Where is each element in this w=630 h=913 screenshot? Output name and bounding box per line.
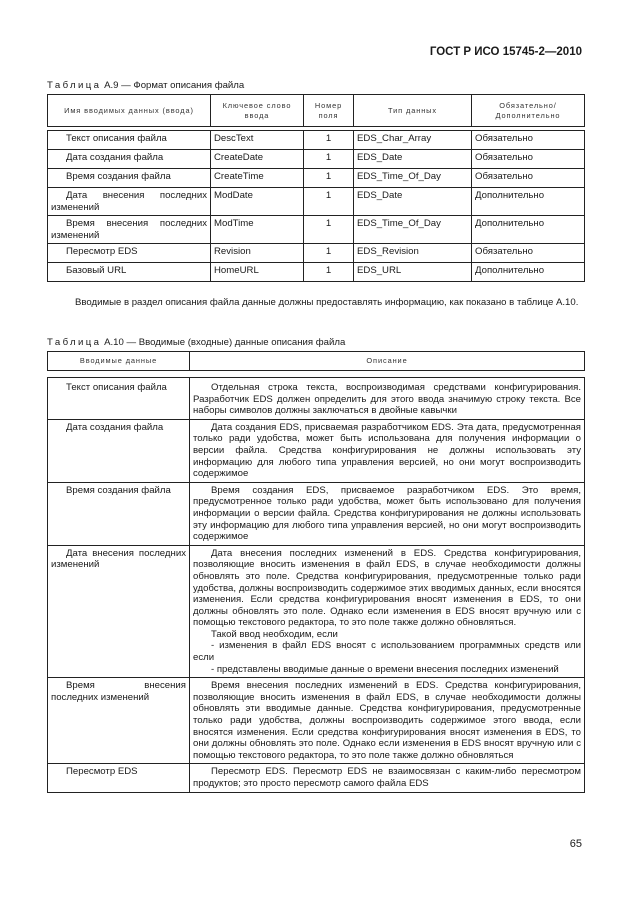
cell-required: Обязательно: [472, 244, 585, 263]
table-row: [48, 419, 585, 482]
table-a10: [47, 351, 585, 793]
cell-input-name: Текст описания файла: [48, 378, 190, 420]
cell-input-name: Время создания файла: [48, 482, 190, 545]
caption-text: A.10 — Вводимые (входные) данные описания файла: [104, 337, 346, 348]
cell-required: Обязательно: [472, 169, 585, 188]
cell-keyword: ModDate: [211, 188, 304, 216]
cell-type: EDS_Time_Of_Day: [354, 216, 472, 244]
table-row: [48, 244, 585, 263]
column-header: Номер поля: [304, 95, 354, 127]
table-row: [48, 131, 585, 150]
cell-name: Дата внесения последних изменений: [48, 188, 211, 216]
cell-input-name: Дата внесения последних изменений: [48, 545, 190, 678]
cell-keyword: Revision: [211, 244, 304, 263]
table-row: [48, 482, 585, 545]
table-row: [48, 764, 585, 792]
caption-prefix: Таблица: [47, 337, 102, 348]
cell-type: EDS_Date: [354, 188, 472, 216]
cell-keyword: ModTime: [211, 216, 304, 244]
column-header: Тип данных: [354, 95, 472, 127]
description-text: Отдельная строка текста, воспроизводимая средствами конфигурирования. Разработчик EDS должен определить для этого ввода значимую строку текста. Все наборы символов должны заключаться в двойные кавычки: [193, 382, 581, 417]
cell-name: Базовый URL: [48, 263, 211, 282]
cell-type: EDS_Date: [354, 150, 472, 169]
table-row: [48, 169, 585, 188]
cell-type: EDS_Revision: [354, 244, 472, 263]
cell-input-name: Время внесения последних изменений: [48, 678, 190, 764]
caption-text: A.9 — Формат описания файла: [104, 80, 245, 91]
description-text: Такой ввод необходим, если: [211, 628, 338, 640]
cell-required: Обязательно: [472, 150, 585, 169]
cell-name: Пересмотр EDS: [48, 244, 211, 263]
cell-name: Время внесения последних изменений: [48, 216, 211, 244]
column-header: Имя вводимых данных (ввода): [48, 95, 211, 127]
cell-description: [190, 545, 585, 678]
table-a9: [47, 94, 585, 282]
cell-description: [190, 764, 585, 792]
page-number: 65: [569, 838, 582, 850]
cell-description: [190, 482, 585, 545]
cell-field: 1: [304, 244, 354, 263]
cell-keyword: HomeURL: [211, 263, 304, 282]
table-row: [48, 545, 585, 678]
cell-keyword: CreateDate: [211, 150, 304, 169]
description-text: - изменения в файл EDS вносят с использованием программных средств или если: [193, 640, 581, 664]
table-row: [48, 678, 585, 764]
caption-prefix: Таблица: [47, 80, 102, 91]
cell-description: [190, 678, 585, 764]
column-header: Описание: [190, 352, 585, 371]
cell-type: EDS_Time_Of_Day: [354, 169, 472, 188]
body-paragraph: Вводимые в раздел описания файла данные должны предоставлять информацию, как показано в таблице A.10.: [75, 297, 579, 308]
cell-type: EDS_Char_Array: [354, 131, 472, 150]
column-header: Обязательно/ Дополнительно: [472, 95, 585, 127]
cell-field: 1: [304, 150, 354, 169]
table-row: [48, 150, 585, 169]
cell-keyword: CreateTime: [211, 169, 304, 188]
cell-field: 1: [304, 216, 354, 244]
table-row: [48, 263, 585, 282]
cell-type: EDS_URL: [354, 263, 472, 282]
table-a10-caption: [47, 337, 345, 348]
description-text: Дата внесения последних изменений в EDS. Средства конфигурирования, позволяющие вносить изменения в файл EDS, в случае необходимости должны обновлять это поле. Средства конфигурирования, предусмотренные только ради удобства, должны воспроизводить содержимое этих вводимых данных, если вносятся изменения. Если средства конфигурирования вносят изменения в EDS, то они должны обновлять это поле. Однако если изменения в EDS вносят вручную или с помощью текстового редактора, то это поле также должно обновляться.: [193, 547, 581, 629]
cell-input-name: Пересмотр EDS: [48, 764, 190, 792]
cell-required: Обязательно: [472, 131, 585, 150]
cell-field: 1: [304, 169, 354, 188]
description-text: Время внесения последних изменений в EDS. Средства конфигурирования, позволяющие вносить изменения в файл EDS, в случае необходимости должны обновлять эти вводимые данные. Средства конфигурирования, предусмотренные только ради удобства, должны воспроизводить содержимое этого ввода, если вносятся изменения. Если средства конфигурирования вносят изменения в EDS, то они должны обновлять это поле. Однако если изменения в EDS вносят вручную или с помощью текстового редактора, то это поле также должно обновляться: [193, 680, 581, 761]
cell-field: 1: [304, 188, 354, 216]
table-row: [48, 188, 585, 216]
description-text: - представлены вводимые данные о времени внесения последних изменений: [211, 663, 559, 675]
cell-description: [190, 419, 585, 482]
cell-input-name: Дата создания файла: [48, 419, 190, 482]
cell-required: Дополнительно: [472, 216, 585, 244]
cell-required: Дополнительно: [472, 263, 585, 282]
column-header: Вводимые данные: [48, 352, 190, 371]
table-row: [48, 378, 585, 420]
cell-field: 1: [304, 131, 354, 150]
description-text: Дата создания EDS, присваемая разработчиком EDS. Эта дата, предусмотренная только ради удобства, может быть использована для получения информации о версии файла. Средства конфигурирования не должны использовать эту информацию для любого типа управления версией, но они могут воспроизводить содержимое: [193, 421, 581, 480]
cell-keyword: DescText: [211, 131, 304, 150]
column-header: Ключевое слово ввода: [211, 95, 304, 127]
cell-description: [190, 378, 585, 420]
description-text: Время создания EDS, присваемое разработчиком EDS. Это время, предусмотренное только ради удобства, может быть использовано для получения информации о версии файла. Средства конфигурирования не должны использовать эту информацию для любого типа управления версией, но они могут воспроизводить содержимое: [193, 484, 581, 543]
cell-name: Время создания файла: [48, 169, 211, 188]
cell-field: 1: [304, 263, 354, 282]
table-a9-caption: [47, 80, 244, 91]
table-row: [48, 216, 585, 244]
cell-name: Дата создания файла: [48, 150, 211, 169]
document-header: ГОСТ Р ИСО 15745-2—2010: [429, 46, 582, 58]
description-text: Пересмотр EDS. Пересмотр EDS не взаимосвязан с каким-либо пересмотром продуктов; это просто пересмотр самого файла EDS: [193, 766, 581, 789]
cell-required: Дополнительно: [472, 188, 585, 216]
cell-name: Текст описания файла: [48, 131, 211, 150]
